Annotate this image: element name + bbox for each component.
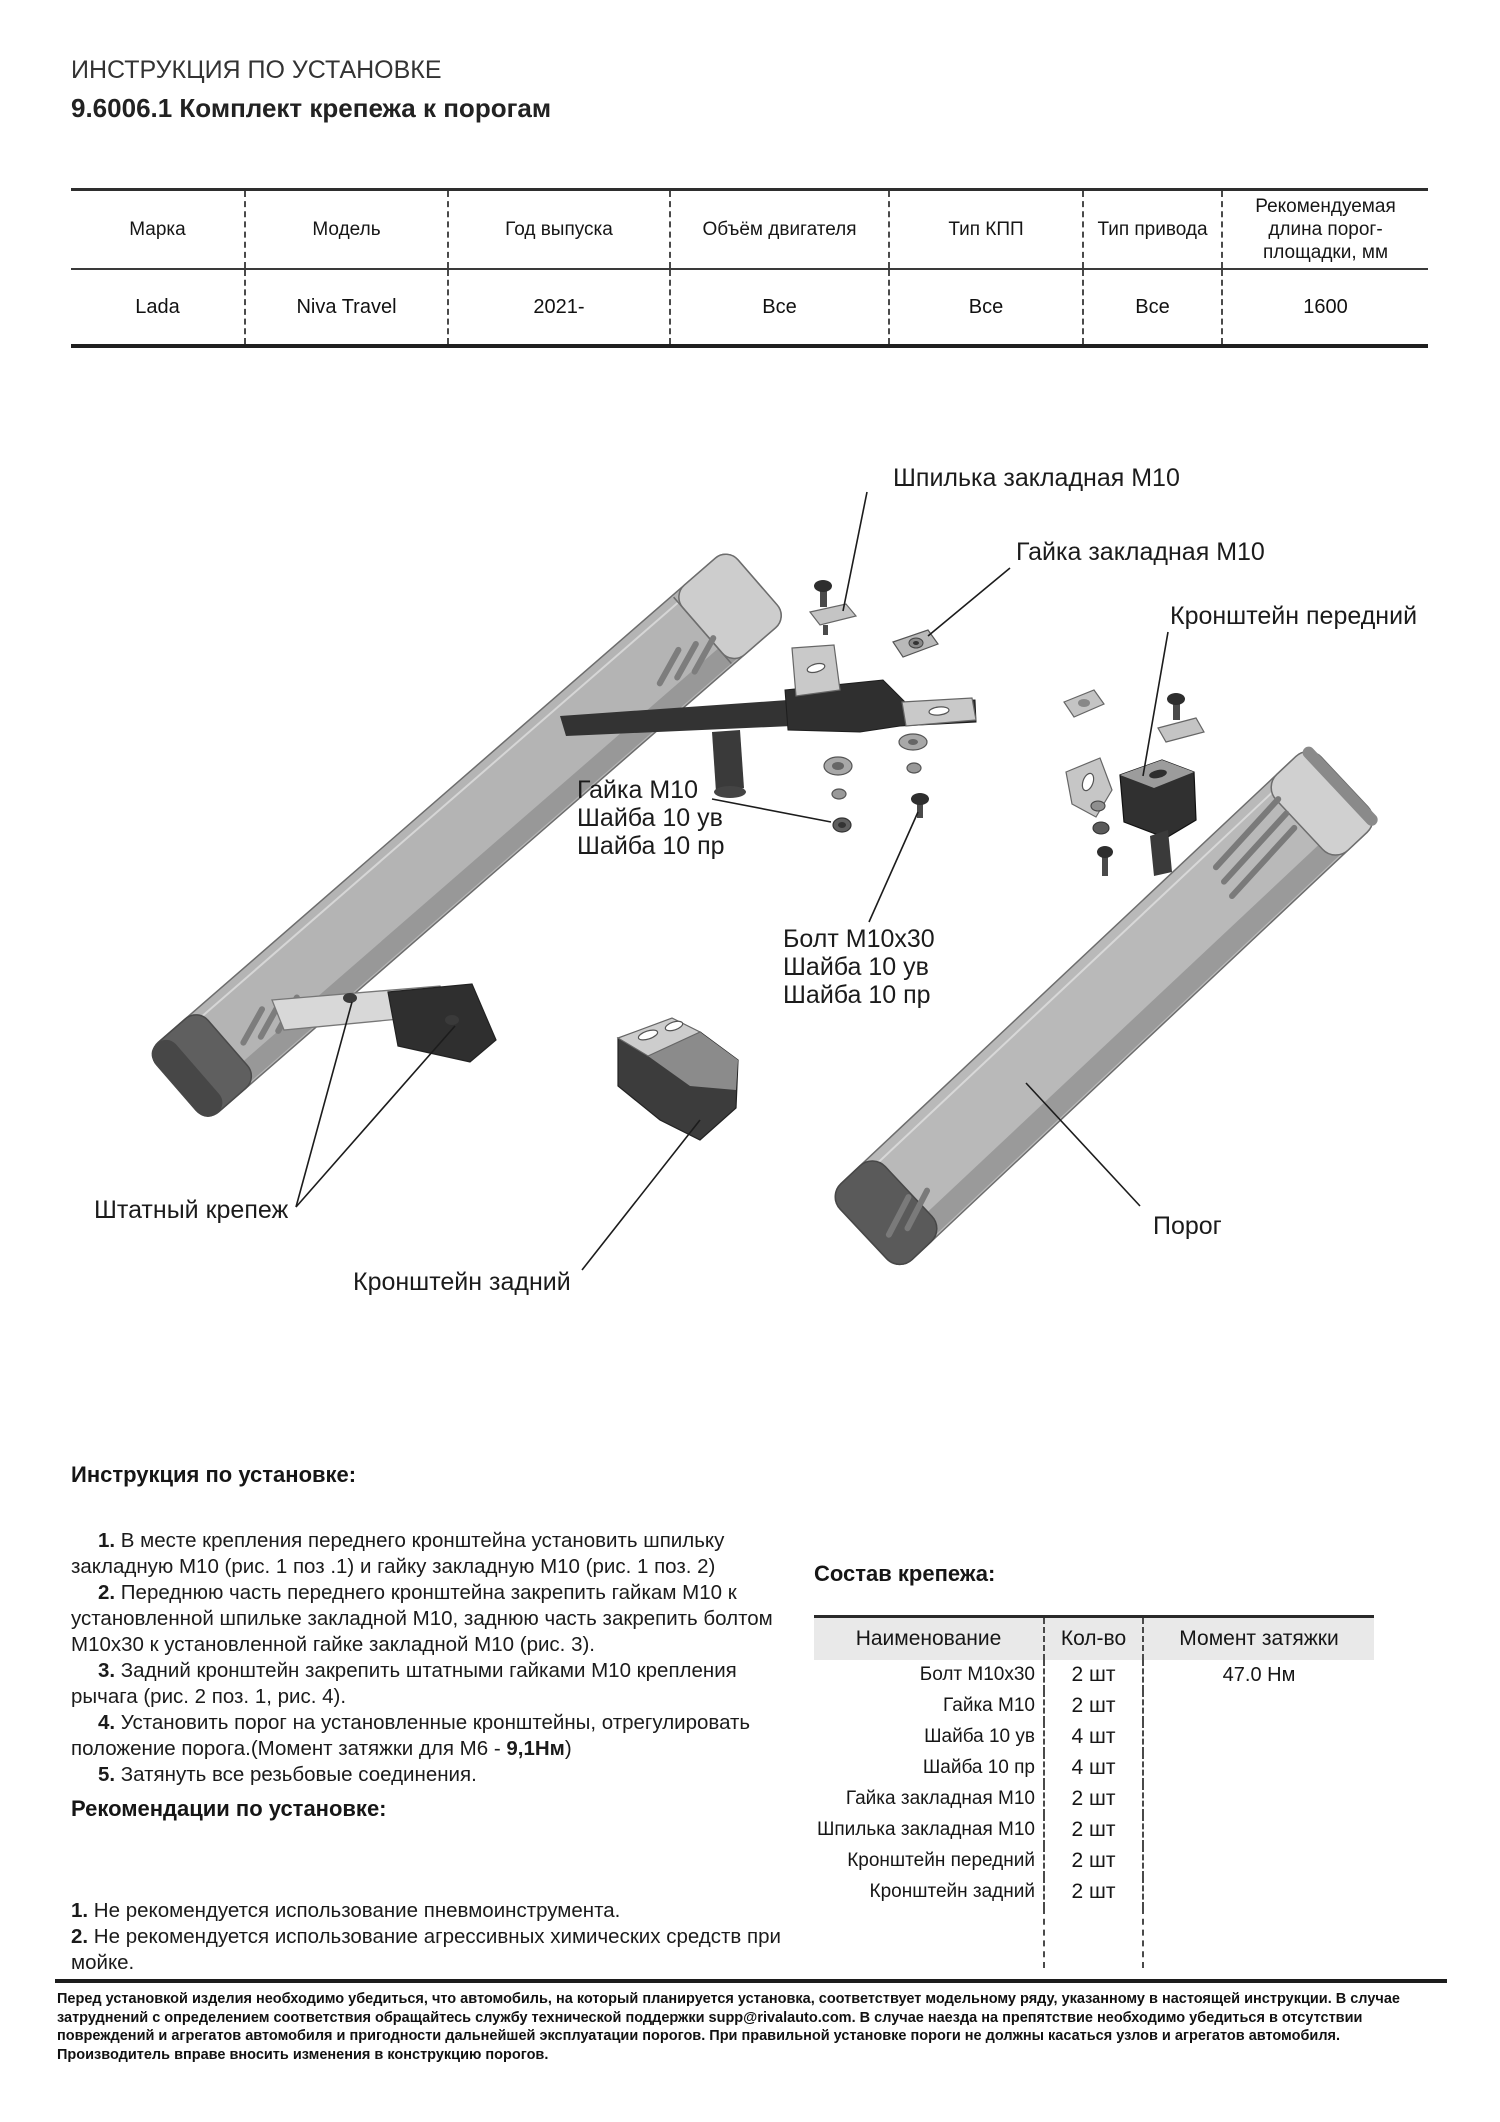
recommendation-number: 2. (71, 1925, 89, 1948)
label-stud: Шпилька закладная М10 (893, 464, 1180, 492)
installation-recommendations (71, 1796, 781, 1976)
part-quantity: 2 шт (1044, 1691, 1143, 1722)
label-nut-group-line3: Шайба 10 пр (577, 832, 725, 860)
oem-bolt-2 (445, 1015, 459, 1025)
parts-table-row (814, 1784, 1374, 1815)
label-front-bracket: Кронштейн передний (1170, 602, 1418, 630)
part-name: Гайка М10 (943, 1695, 1035, 1716)
parts-table-row (814, 1722, 1374, 1753)
parts-table-header-row (814, 1617, 1374, 1660)
instruction-step (71, 1658, 781, 1710)
step-number: 2. (98, 1581, 116, 1604)
parts-table-row (814, 1660, 1374, 1691)
rear-bracket-shape (618, 1018, 738, 1140)
installation-instructions (71, 1462, 781, 1788)
part-name: Кронштейн передний (847, 1850, 1035, 1871)
label-nut-group-line1: Гайка М10 (577, 776, 698, 804)
parts-column-header: Наименование (855, 1626, 1002, 1650)
instructions-steps (71, 1528, 781, 1788)
parts-table-row (814, 1753, 1374, 1784)
part-name: Гайка закладная М10 (845, 1788, 1035, 1809)
parts-table-row (814, 1877, 1374, 1908)
label-bolt-group-line3: Шайба 10 пр (783, 981, 931, 1009)
part-torque (1143, 1722, 1374, 1753)
step-number: 1. (98, 1529, 116, 1552)
footer-disclaimer: Перед установкой изделия необходимо убедиться, что автомобиль, на который планируется установка, соответствует модельному ряду, указанному в настоящей инструкции. В случае затруднений с определением соответствия обращайтесь службу технической поддержки supp@rivalauto.com. В случае наезда на препятствие необходимо убедиться в отсутствии повреждений и агрегатов автомобиля и пригодности дальнейшей эксплуатации порогов. При правильной установке пороги не должны касаться узлов и агрегатов автомобиля. Производитель вправе вносить изменения в конструкцию порогов. (57, 1991, 1400, 2063)
part-torque (1143, 1877, 1374, 1908)
document-title: ИНСТРУКЦИЯ ПО УСТАНОВКЕ (71, 56, 442, 84)
oem-bolt-1 (343, 993, 357, 1003)
recommendations-title: Рекомендации по установке: (71, 1796, 387, 1821)
recommendation-text: Не рекомендуется использование агрессивных химических средств при мойке. (71, 1925, 781, 1974)
step-text: ) (564, 1737, 572, 1760)
bolt-washer-stack (899, 734, 929, 818)
step-text: В месте крепления переднего кронштейна установить шпильку закладную М10 (рис. 1 поз .1) и гайку закладную М10 (рис. 1 поз. 2) (71, 1529, 725, 1578)
part-name: Шайба 10 ув (924, 1726, 1035, 1747)
vehicle-cell: Все (889, 269, 1083, 346)
part-name: Кронштейн задний (869, 1881, 1035, 1902)
vehicle-column-header: Тип привода (1083, 190, 1222, 270)
vehicle-cell: 2021- (448, 269, 670, 346)
parts-column-header: Момент затяжки (1143, 1617, 1374, 1660)
part-torque (1143, 1815, 1374, 1846)
recommendations-items (71, 1898, 781, 1976)
part-quantity: 2 шт (1044, 1815, 1143, 1846)
step-number: 5. (98, 1763, 116, 1786)
part-torque: 47.0 Нм (1143, 1660, 1374, 1691)
label-rear-bracket: Кронштейн задний (353, 1268, 571, 1296)
step-text: Переднюю часть переднего кронштейна закрепить гайкам М10 к установленной шпильке закладной М10, заднюю часть закрепить болтом М10х30 к установленной гайке закладной М10 (рис. 3). (71, 1581, 773, 1656)
vehicle-column-header: Марка (71, 190, 245, 270)
fastener-kit-section (814, 1561, 1376, 1968)
front-bracket-right-shape (1064, 690, 1204, 876)
recommendation-item (71, 1924, 781, 1976)
step-text: Установить порог на установленные кронштейны, отрегулировать положение порога.(Момент затяжки для М6 - (71, 1711, 751, 1760)
vehicle-column-header: Рекомендуемая длина порог-площадки, мм (1222, 190, 1428, 270)
label-oem-fastener: Штатный крепеж (94, 1196, 289, 1224)
part-torque (1143, 1846, 1374, 1877)
parts-column-header: Кол-во (1044, 1617, 1143, 1660)
part-quantity: 4 шт (1044, 1753, 1143, 1784)
parts-table-row (814, 1815, 1374, 1846)
footer-divider (55, 1979, 1447, 1983)
instruction-step (71, 1580, 781, 1658)
parts-table (814, 1615, 1374, 1968)
stud-m10-shape (810, 580, 856, 635)
label-board: Порог (1153, 1212, 1222, 1240)
vehicle-cell: Все (670, 269, 889, 346)
parts-table-row (814, 1846, 1374, 1877)
label-bolt-group-line2: Шайба 10 ув (783, 953, 929, 981)
step-text-bold: 9,1Нм (506, 1737, 565, 1760)
vehicle-column-header: Объём двигателя (670, 190, 889, 270)
vehicle-cell: Все (1083, 269, 1222, 346)
label-slot-nut: Гайка закладная М10 (1016, 538, 1265, 566)
instruction-step (71, 1710, 781, 1762)
part-quantity: 2 шт (1044, 1846, 1143, 1877)
parts-title: Состав крепежа: (814, 1561, 996, 1586)
step-text: Затянуть все резьбовые соединения. (115, 1763, 477, 1786)
vehicle-column-header: Год выпуска (448, 190, 670, 270)
vehicle-cell: Lada (135, 295, 180, 318)
instruction-step (71, 1762, 781, 1788)
recommendation-item (71, 1898, 781, 1924)
part-quantity: 2 шт (1044, 1660, 1143, 1691)
part-torque (1143, 1691, 1374, 1722)
part-torque (1143, 1753, 1374, 1784)
part-name: Шайба 10 пр (922, 1757, 1035, 1778)
vehicle-column-header: Тип КПП (889, 190, 1083, 270)
part-quantity: 2 шт (1044, 1784, 1143, 1815)
part-torque (1143, 1784, 1374, 1815)
vehicle-cell: 1600 (1222, 269, 1428, 346)
instructions-title: Инструкция по установке: (71, 1462, 357, 1487)
instruction-step (71, 1528, 781, 1580)
part-quantity: 2 шт (1044, 1877, 1143, 1908)
part-name: Болт М10х30 (919, 1664, 1035, 1685)
parts-table-row (814, 1691, 1374, 1722)
vehicle-column-header: Модель (245, 190, 448, 270)
part-name: Шпилька закладная М10 (816, 1819, 1035, 1840)
step-text: Задний кронштейн закрепить штатными гайками М10 крепления рычага (рис. 2 поз. 1, рис. 4). (71, 1659, 737, 1708)
part-quantity: 4 шт (1044, 1722, 1143, 1753)
document-subtitle: 9.6006.1 Комплект крепежа к порогам (71, 93, 552, 123)
step-number: 4. (98, 1711, 116, 1734)
step-number: 3. (98, 1659, 116, 1682)
label-nut-group-line2: Шайба 10 ув (577, 804, 723, 832)
recommendation-text: Не рекомендуется использование пневмоинструмента. (88, 1899, 621, 1922)
label-bolt-group-line1: Болт М10х30 (783, 925, 935, 953)
vehicle-cell: Niva Travel (245, 269, 448, 346)
recommendation-number: 1. (71, 1899, 89, 1922)
parts-table-filler-row (814, 1908, 1374, 1968)
